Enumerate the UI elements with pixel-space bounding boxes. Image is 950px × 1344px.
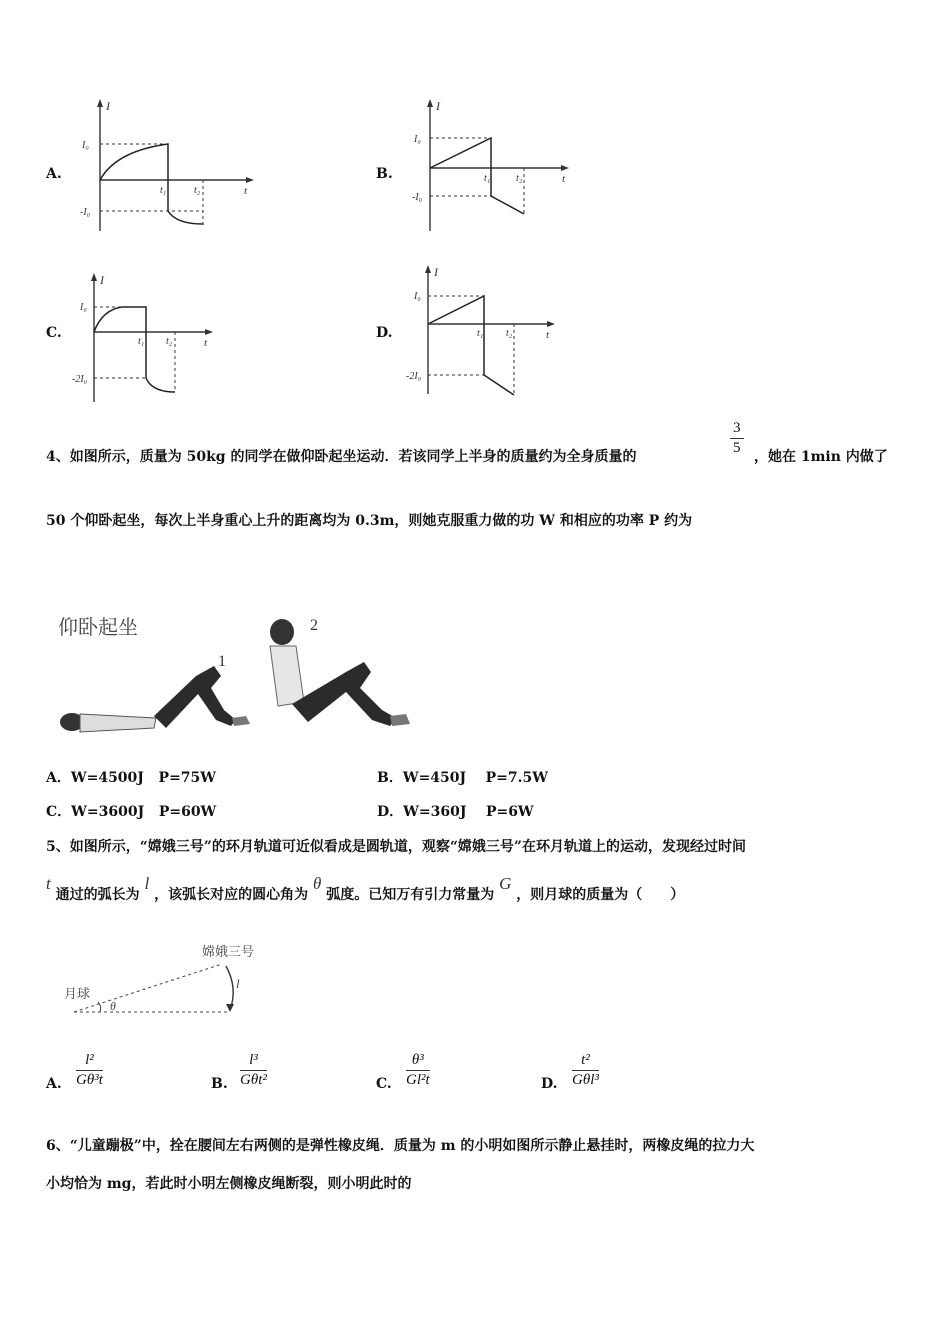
svg-text:-2I₀: -2I₀ [406, 371, 422, 382]
figure-title: 仰卧起坐 [58, 615, 138, 639]
svg-text:t₁: t₁ [477, 328, 484, 339]
q4-option-c: C．W=3600J P=60W [46, 804, 217, 820]
q5-option-d-frac: t² Gθl³ [572, 1052, 599, 1088]
svg-text:t₁: t₁ [138, 336, 145, 347]
graph-c [70, 270, 260, 410]
svg-text:t₁: t₁ [484, 173, 491, 184]
label-t1: t₁ [160, 185, 167, 196]
current-curve [100, 144, 203, 224]
q4-line2: 50 个仰卧起坐，每次上半身重心上升的距离均为 0.3m，则她克服重力做的功 W 和相应的功率 P 约为 [46, 513, 693, 529]
orbit-figure [60, 936, 280, 1026]
svg-text:I₀: I₀ [414, 134, 421, 145]
y-axis-arrow [97, 99, 103, 107]
q6-line2: 小均恰为 mg，若此时小明左侧橡皮绳断裂，则小明此时的 [46, 1176, 412, 1192]
figure-label-2: 2 [310, 617, 318, 634]
q4-fraction: $\frac{3}{5}$ [730, 420, 744, 457]
q4-line1-pre: 4、如图所示，质量为 50kg 的同学在做仰卧起坐运动．若该同学上半身的质量约为全身质量的 [46, 449, 637, 465]
q5-option-a-label: A. [46, 1076, 62, 1092]
q5-line1: 5、如图所示，“嫦娥三号”的环月轨道可近似看成是圆轨道，观察“嫦娥三号”在环月轨道上的运动，发现经过时间 [46, 839, 746, 855]
svg-text:t₂: t₂ [516, 173, 523, 184]
svg-text:t₂: t₂ [166, 336, 173, 347]
label-moon: 月球 [64, 987, 91, 1002]
label-craft: 嫦娥三号 [202, 945, 255, 960]
option-c-label: C. [46, 325, 62, 341]
q6-line1: 6、“儿童蹦极”中，拴在腰间左右两侧的是弹性橡皮绳．质量为 m 的小明如图所示静止悬挂时，两橡皮绳的拉力大 [46, 1138, 755, 1154]
q4-option-b: B．W=450J P=7.5W [377, 770, 548, 786]
axis-label-t: t [244, 185, 248, 197]
option-d-label: D. [376, 325, 393, 341]
svg-text:-I₀: -I₀ [412, 192, 423, 203]
person-lying [60, 666, 250, 732]
svg-text:t: t [204, 337, 208, 349]
svg-text:t: t [562, 173, 566, 185]
q4-option-d: D．W=360J P=6W [377, 804, 534, 820]
label-i0: I₀ [82, 140, 89, 151]
person-sitting [270, 619, 410, 726]
q4-line1-post: ，她在 1min 内做了 [754, 449, 888, 465]
svg-text:I₀: I₀ [80, 302, 87, 313]
situp-figure [46, 606, 426, 746]
svg-text:t: t [546, 329, 550, 341]
q4-option-a: A．W=4500J P=75W [46, 770, 217, 786]
q5-option-b-label: B. [211, 1076, 228, 1092]
svg-text:I₀: I₀ [414, 291, 421, 302]
svg-text:I: I [436, 99, 440, 113]
svg-text:l: l [236, 976, 240, 991]
q5-option-d-label: D. [541, 1076, 558, 1092]
graph-b [406, 96, 596, 246]
q5-option-a-frac: $\frac{\text{l²}}{\text{Gθ³t}}$ [76, 1052, 103, 1088]
q5-option-b-frac: l³ Gθt² [240, 1052, 267, 1088]
figure-label-1: 1 [218, 653, 226, 670]
axis-label-i: I [106, 99, 110, 113]
graph-a [76, 96, 266, 246]
svg-text:θ: θ [110, 999, 116, 1013]
svg-text:t₂: t₂ [506, 328, 513, 339]
option-b-label: B. [376, 166, 393, 182]
label-t2: t₂ [194, 185, 201, 196]
label-neg-i0: -I₀ [80, 207, 91, 218]
q5-line2: t 通过的弧长为 l ，该弧长对应的圆心角为 θ 弧度。已知万有引力常量为 G ，则月球的质量为（ ） [46, 874, 685, 903]
x-axis-arrow [246, 177, 254, 183]
arc-l [226, 966, 233, 1010]
q5-option-c-label: C. [376, 1076, 392, 1092]
svg-text:I: I [100, 273, 104, 287]
graph-d [404, 262, 594, 402]
svg-text:I: I [434, 265, 438, 279]
q5-option-c-frac: $\frac{\text{θ³}}{\text{Gl²t}}$ [406, 1052, 430, 1088]
option-a-label: A. [46, 166, 62, 182]
svg-text:-2I₀: -2I₀ [72, 374, 88, 385]
